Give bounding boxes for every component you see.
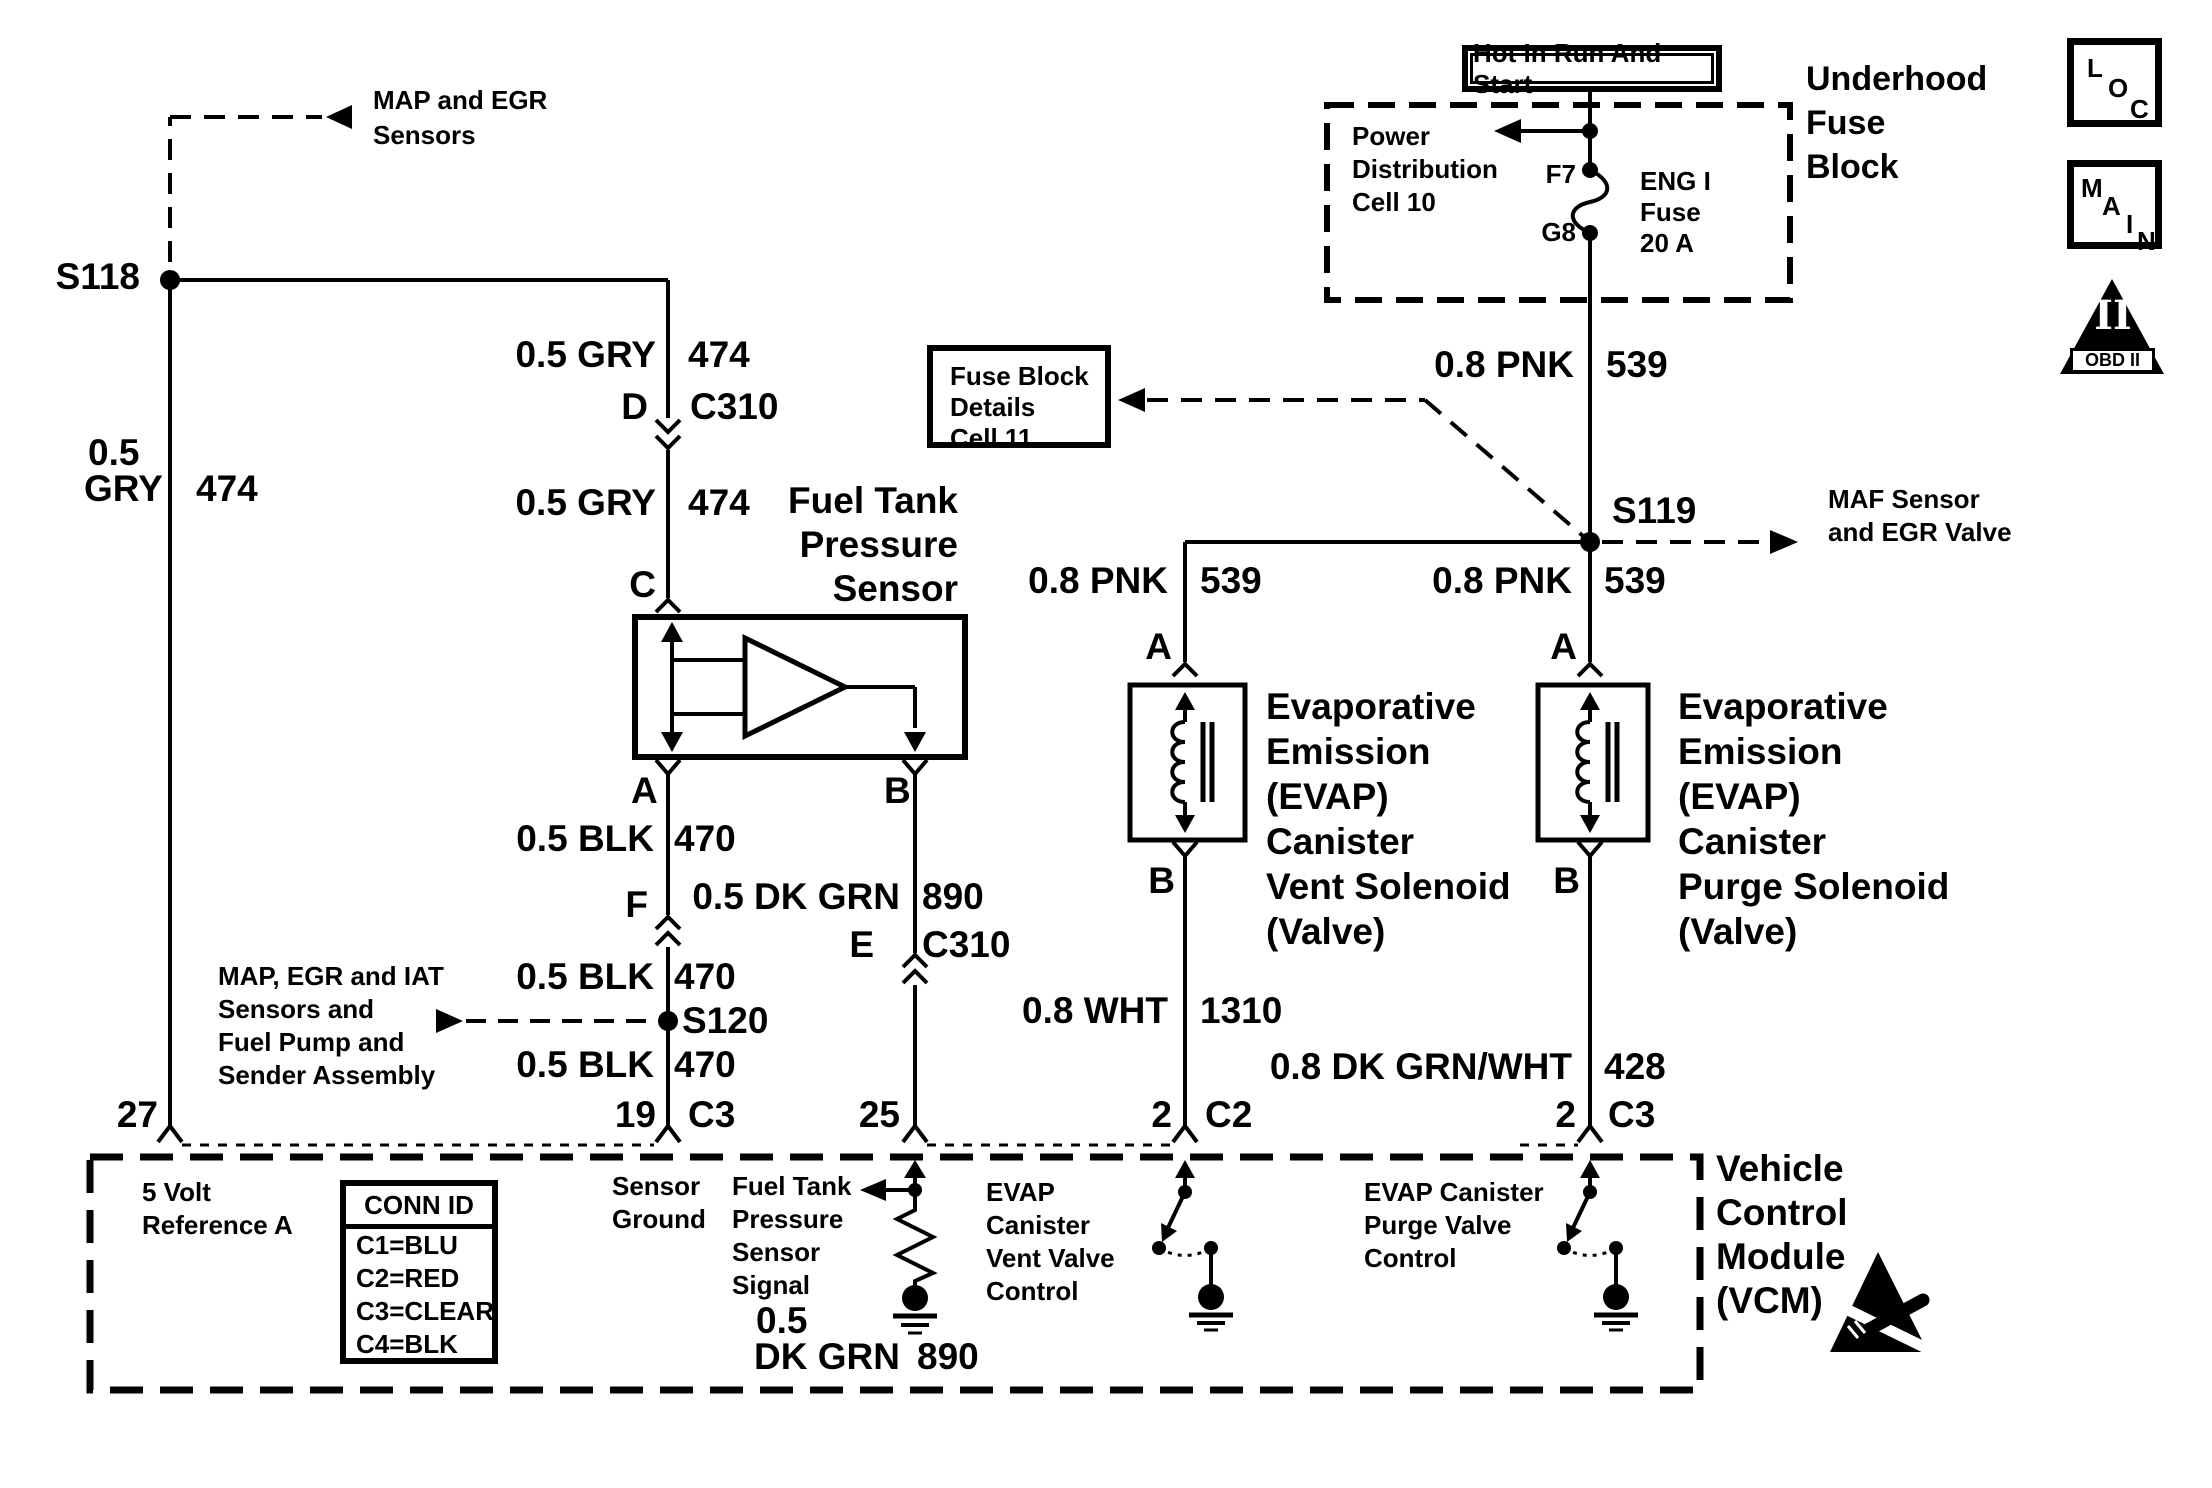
vcm-ftp-signal: Fuel Tank — [732, 1171, 852, 1201]
conn-id-row: C4=BLK — [356, 1329, 458, 1359]
hot-in-run-label: Hot In Run And Start — [1470, 53, 1714, 84]
underhood-title: Fuse — [1806, 104, 1886, 142]
vcm-vent-control: Canister — [986, 1210, 1091, 1240]
vcm-vent-control: Control — [986, 1276, 1079, 1306]
wire-circuit: 1310 — [1200, 990, 1283, 1031]
vcm-ftp-signal: Signal — [732, 1270, 811, 1300]
wire-label: 0.5 BLK — [516, 818, 654, 859]
vcm-internal-wire-circuit: 890 — [917, 1336, 979, 1377]
terminal-a-purge: A — [1550, 626, 1577, 667]
maf-ref: MAF Sensor — [1828, 484, 1980, 514]
main-letter: I — [2126, 209, 2134, 239]
s120-dest-ref: Fuel Pump and — [218, 1027, 405, 1057]
vcm-sensor-ground: Ground — [612, 1204, 706, 1234]
vent-solenoid-name: Emission — [1266, 731, 1431, 772]
wire-circuit: 470 — [674, 818, 736, 859]
vent-solenoid-name: Evaporative — [1266, 686, 1476, 727]
fuse-details-ref: Cell 11 — [950, 423, 1033, 453]
vcm-5v-ref: Reference A — [142, 1210, 293, 1240]
conn-id-table — [340, 1180, 498, 1364]
loc-letter: O — [2108, 73, 2129, 103]
underhood-title: Block — [1806, 148, 1899, 186]
power-dist-ref: Distribution — [1352, 154, 1498, 184]
fuse-name: ENG I — [1640, 166, 1711, 196]
fuse-details-ref: Details — [950, 392, 1036, 422]
conn-id-row: C1=BLU — [356, 1230, 458, 1260]
obd2-label: OBD II — [2070, 348, 2155, 373]
wire-circuit: 539 — [1606, 344, 1668, 385]
vcm-5v-ref: 5 Volt — [142, 1177, 211, 1207]
vcm-title: (VCM) — [1716, 1280, 1823, 1321]
pin-19: 19 — [614, 1094, 656, 1135]
vent-solenoid-name: Canister — [1266, 821, 1415, 862]
fuse-name: 20 A — [1640, 228, 1694, 258]
conn-id-row: C2=RED — [356, 1263, 460, 1293]
purge-solenoid-name: (Valve) — [1678, 911, 1798, 952]
vcm-sensor-ground: Sensor — [612, 1171, 701, 1201]
pin-19-connector: C3 — [688, 1094, 736, 1135]
vcm-purge-control: EVAP Canister — [1364, 1177, 1544, 1207]
s120-dest-ref: Sender Assembly — [218, 1060, 436, 1090]
terminal-e: E — [849, 924, 874, 965]
obd2-numeral: II — [2094, 292, 2132, 339]
wire-circuit: 539 — [1604, 560, 1666, 601]
map-egr-ref: Sensors — [373, 120, 476, 150]
wire-label: 0.8 PNK — [1432, 560, 1572, 601]
wire-label: 0.5 — [88, 432, 140, 473]
power-dist-ref: Power — [1352, 121, 1431, 151]
splice-s118: S118 — [55, 256, 140, 297]
vcm-title: Vehicle — [1716, 1148, 1844, 1189]
ftp-sensor-name: Sensor — [832, 568, 958, 609]
s120-dest-ref: Sensors and — [218, 994, 375, 1024]
main-letter: A — [2102, 191, 2121, 221]
wire-circuit: 474 — [196, 468, 258, 509]
power-dist-ref: Cell 10 — [1352, 187, 1436, 217]
vent-solenoid-name: (Valve) — [1266, 911, 1386, 952]
terminal-b: B — [884, 770, 911, 811]
wire-label: 0.5 DK GRN — [692, 876, 900, 917]
vcm-vent-control: EVAP — [986, 1177, 1055, 1207]
wire-label: 0.8 PNK — [1028, 560, 1168, 601]
wire-circuit: 539 — [1200, 560, 1262, 601]
terminal-a: A — [631, 770, 658, 811]
terminal-b-purge: B — [1553, 860, 1580, 901]
vcm-ftp-signal: Sensor — [732, 1237, 821, 1267]
s120-dest-ref: MAP, EGR and IAT — [218, 961, 444, 991]
connector-c310: C310 — [922, 924, 1011, 965]
wire-circuit: 474 — [688, 334, 750, 375]
vcm-purge-control: Control — [1364, 1243, 1457, 1273]
vcm-vent-driver — [1152, 1160, 1233, 1330]
wire-label: 0.5 BLK — [516, 1044, 654, 1085]
underhood-title: Underhood — [1806, 60, 1988, 98]
purge-solenoid-name: Evaporative — [1678, 686, 1888, 727]
map-egr-ref: MAP and EGR — [373, 85, 548, 115]
wire-circuit: 470 — [674, 1044, 736, 1085]
maf-egr-reference-arrow — [1602, 530, 1798, 554]
vent-solenoid-name: (EVAP) — [1266, 776, 1389, 817]
wire-circuit: 474 — [688, 482, 750, 523]
purge-solenoid-name: Purge Solenoid — [1678, 866, 1950, 907]
wire-label: 0.8 DK GRN/WHT — [1269, 1046, 1572, 1087]
wire-label: 0.5 BLK — [516, 956, 654, 997]
terminal-a-vent: A — [1145, 626, 1172, 667]
fuse-name: Fuse — [1640, 197, 1701, 227]
vcm-vent-control: Vent Valve — [986, 1243, 1115, 1273]
pin-2-purge-connector: C3 — [1608, 1094, 1656, 1135]
pin-27: 27 — [116, 1094, 158, 1135]
maf-ref: and EGR Valve — [1828, 517, 2012, 547]
loc-badge — [2067, 38, 2162, 127]
vcm-ftp-signal: Pressure — [732, 1204, 844, 1234]
hot-in-run-banner — [1462, 37, 1722, 99]
splice-s119: S119 — [1612, 490, 1697, 531]
purge-solenoid-name: (EVAP) — [1678, 776, 1801, 817]
vcm-title: Control — [1716, 1192, 1848, 1233]
terminal-c: C — [629, 564, 656, 605]
wire-label: 0.8 PNK — [1434, 344, 1574, 385]
wire-label: 0.8 WHT — [1022, 990, 1168, 1031]
purge-solenoid-name: Emission — [1678, 731, 1843, 772]
terminal-b-vent: B — [1148, 860, 1175, 901]
vcm-purge-driver — [1557, 1160, 1638, 1330]
fuel-tank-pressure-sensor-symbol — [635, 617, 965, 774]
vcm-internal-wire-name: DK GRN — [754, 1336, 900, 1377]
vcm-title: Module — [1716, 1236, 1846, 1277]
wire-circuit: 470 — [674, 956, 736, 997]
terminal-d: D — [621, 386, 648, 427]
vent-solenoid-name: Vent Solenoid — [1266, 866, 1511, 907]
pin-2-vent: 2 — [1151, 1094, 1172, 1135]
wire-circuit: 428 — [1604, 1046, 1666, 1087]
loc-letter: L — [2087, 53, 2103, 83]
main-letter: N — [2137, 226, 2156, 256]
pin-2-vent-connector: C2 — [1205, 1094, 1253, 1135]
main-letter: M — [2081, 173, 2103, 203]
wire-label: GRY — [84, 468, 163, 509]
fuse-terminal-f7: F7 — [1545, 159, 1576, 189]
ftp-sensor-name: Fuel Tank — [788, 480, 958, 521]
ftp-sensor-name: Pressure — [799, 524, 958, 565]
pin-2-purge: 2 — [1555, 1094, 1576, 1135]
pin-25: 25 — [858, 1094, 900, 1135]
conn-id-row: C3=CLEAR — [356, 1296, 494, 1326]
vcm-signal-circuit — [860, 1160, 937, 1333]
loc-letter: C — [2130, 94, 2149, 124]
splice-s120: S120 — [682, 1000, 769, 1041]
connector-c310: C310 — [690, 386, 779, 427]
main-badge — [2067, 160, 2162, 256]
vcm-purge-control: Purge Valve — [1364, 1210, 1512, 1240]
fuse-details-ref: Fuse Block — [950, 361, 1089, 391]
terminal-f: F — [625, 884, 648, 925]
wire-circuit: 890 — [922, 876, 984, 917]
wire-label: 0.5 GRY — [515, 334, 656, 375]
conn-id-header: CONN ID — [346, 1186, 492, 1229]
vcm-internal-wire-size: 0.5 — [756, 1300, 808, 1341]
wire-label: 0.5 GRY — [515, 482, 656, 523]
fuse-terminal-g8: G8 — [1541, 217, 1576, 247]
purge-solenoid-name: Canister — [1678, 821, 1827, 862]
